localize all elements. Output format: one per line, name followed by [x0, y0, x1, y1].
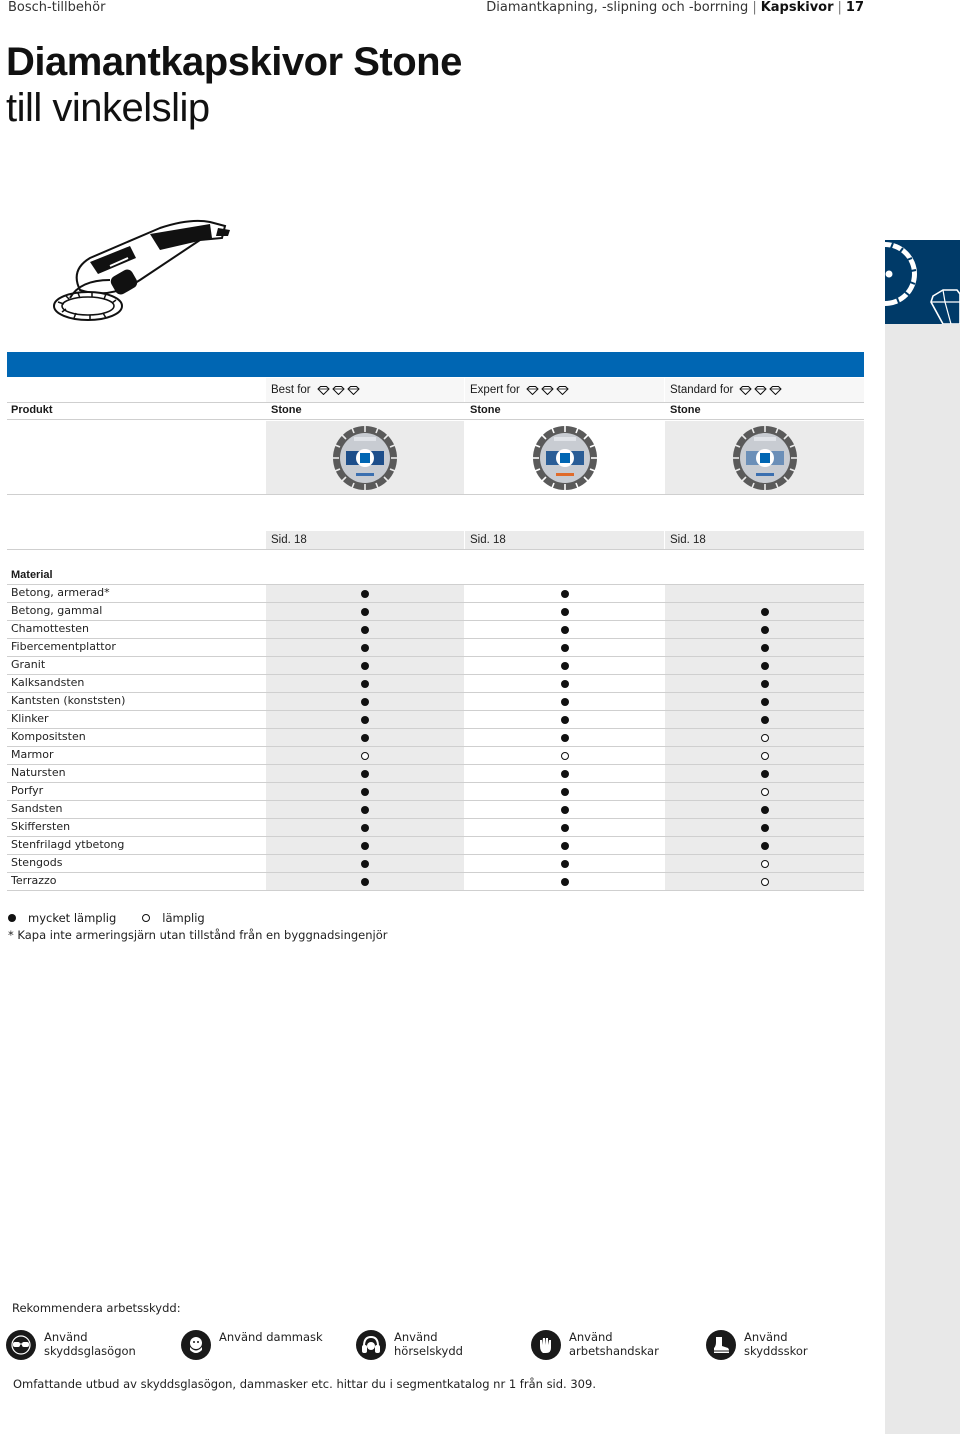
- diamond-icon: [347, 386, 360, 395]
- suitability-cell: [665, 675, 864, 692]
- material-name: Terrazzo: [11, 874, 57, 887]
- page-ref-standard[interactable]: Sid. 18: [665, 531, 864, 549]
- table-row: [7, 657, 864, 675]
- material-name: Kantsten (konststen): [11, 694, 126, 707]
- ring-dot-icon: [761, 878, 769, 886]
- page-title: Diamantkapskivor Stone: [6, 40, 462, 84]
- diamond-icon: [332, 386, 345, 395]
- safety-item-gloves: Använd arbetshandskar: [531, 1330, 679, 1360]
- suitability-cell: [266, 621, 464, 638]
- suitability-cell: [465, 747, 664, 764]
- filled-dot-icon: [561, 842, 569, 850]
- suitability-cell: [465, 693, 664, 710]
- product-row: [7, 402, 864, 420]
- ring-dot-icon: [142, 914, 150, 922]
- suitability-cell: [465, 621, 664, 638]
- filled-dot-icon: [361, 878, 369, 886]
- suitability-cell: [266, 765, 464, 782]
- filled-dot-icon: [361, 788, 369, 796]
- diamond-icon: [541, 386, 554, 395]
- ring-dot-icon: [361, 752, 369, 760]
- suitability-cell: [266, 855, 464, 872]
- suitability-cell: [465, 765, 664, 782]
- table-row: [7, 693, 864, 711]
- table-row: [7, 675, 864, 693]
- suitability-cell: [266, 693, 464, 710]
- suitability-cell: [266, 783, 464, 800]
- filled-dot-icon: [361, 806, 369, 814]
- product-name-best: Stone: [271, 404, 302, 416]
- suitability-cell: [266, 675, 464, 692]
- diamond-icon: [769, 386, 782, 395]
- ring-dot-icon: [561, 752, 569, 760]
- filled-dot-icon: [761, 770, 769, 778]
- filled-dot-icon: [361, 680, 369, 688]
- material-name: Marmor: [11, 748, 54, 761]
- suitability-cell: [665, 801, 864, 818]
- material-name: Porfyr: [11, 784, 44, 797]
- ear-protection-icon: [356, 1330, 386, 1360]
- tier-header-best: Best for: [266, 378, 464, 402]
- product-label: Produkt: [11, 404, 53, 416]
- table-row: [7, 585, 864, 603]
- suitability-cell: [665, 603, 864, 620]
- filled-dot-icon: [361, 608, 369, 616]
- suitability-cell: [665, 819, 864, 836]
- page-number: 17: [845, 0, 864, 15]
- filled-dot-icon: [561, 878, 569, 886]
- suitability-cell: [266, 837, 464, 854]
- page-ref-expert[interactable]: Sid. 18: [465, 531, 664, 549]
- suitability-cell: [266, 639, 464, 656]
- suitability-cell: [465, 675, 664, 692]
- filled-dot-icon: [361, 662, 369, 670]
- suitability-cell: [266, 729, 464, 746]
- diamond-rating-icons: [739, 386, 782, 395]
- table-row: [7, 711, 864, 729]
- suitability-cell: [465, 783, 664, 800]
- safety-heading: Rekommendera arbetsskydd:: [12, 1301, 181, 1315]
- table-row: [7, 819, 864, 837]
- material-name: Chamottesten: [11, 622, 90, 635]
- filled-dot-icon: [8, 914, 16, 922]
- safety-note: Omfattande utbud av skyddsglasögon, dammasker etc. hittar du i segmentkatalog nr 1 från sid. 309.: [13, 1377, 596, 1391]
- ring-dot-icon: [761, 734, 769, 742]
- dust-mask-icon: [181, 1330, 211, 1360]
- ring-dot-icon: [761, 788, 769, 796]
- suitability-cell: [665, 783, 864, 800]
- filled-dot-icon: [361, 626, 369, 634]
- suitability-cell: [266, 657, 464, 674]
- diamond-blade-image: [532, 425, 598, 491]
- table-row: [7, 747, 864, 765]
- suitability-cell: [266, 873, 464, 890]
- tier-header-standard: Standard for: [665, 378, 864, 402]
- product-name-standard: Stone: [670, 404, 701, 416]
- suitability-cell: [266, 747, 464, 764]
- legend-item-suitable: lämplig: [142, 911, 204, 925]
- table-row: [7, 855, 864, 873]
- table-row: [7, 801, 864, 819]
- diamond-icon: [754, 386, 767, 395]
- filled-dot-icon: [761, 698, 769, 706]
- filled-dot-icon: [561, 806, 569, 814]
- suitability-cell: [465, 801, 664, 818]
- material-name: Skiffersten: [11, 820, 71, 833]
- suitability-cell: [665, 621, 864, 638]
- filled-dot-icon: [761, 662, 769, 670]
- filled-dot-icon: [561, 860, 569, 868]
- product-image-best: [266, 421, 464, 494]
- table-row: [7, 729, 864, 747]
- diamond-icon: [317, 386, 330, 395]
- safety-boots-icon: [706, 1330, 736, 1360]
- diamond-blade-image: [732, 425, 798, 491]
- suitability-cell: [665, 639, 864, 656]
- filled-dot-icon: [561, 734, 569, 742]
- suitability-cell: [465, 711, 664, 728]
- product-image-standard: [665, 421, 864, 494]
- material-name: Stenfrilagd ytbetong: [11, 838, 125, 851]
- material-name: Sandsten: [11, 802, 63, 815]
- filled-dot-icon: [361, 734, 369, 742]
- material-name: Stengods: [11, 856, 63, 869]
- suitability-cell: [665, 765, 864, 782]
- suitability-cell: [665, 837, 864, 854]
- filled-dot-icon: [561, 662, 569, 670]
- brand-label: Bosch-tillbehör: [8, 0, 106, 15]
- suitability-cell: [665, 657, 864, 674]
- material-name: Kompositsten: [11, 730, 86, 743]
- diamond-blade-tab-icon: [885, 240, 960, 324]
- material-name: Betong, armerad*: [11, 586, 110, 599]
- material-name: Kalksandsten: [11, 676, 85, 689]
- filled-dot-icon: [761, 824, 769, 832]
- filled-dot-icon: [361, 842, 369, 850]
- suitability-cell: [266, 711, 464, 728]
- filled-dot-icon: [561, 716, 569, 724]
- suitability-cell: [465, 855, 664, 872]
- table-row: [7, 873, 864, 891]
- side-strip: [885, 240, 960, 1434]
- suitability-cell: [465, 837, 664, 854]
- section-tab: [885, 240, 960, 324]
- filled-dot-icon: [761, 608, 769, 616]
- filled-dot-icon: [361, 644, 369, 652]
- suitability-cell: [665, 747, 864, 764]
- suitability-cell: [465, 603, 664, 620]
- filled-dot-icon: [761, 842, 769, 850]
- filled-dot-icon: [361, 716, 369, 724]
- suitability-cell: [465, 873, 664, 890]
- suitability-cell: [465, 729, 664, 746]
- section-label: Diamantkapning, -slipning och -borrning: [486, 0, 749, 15]
- safety-item-mask: Använd dammask: [181, 1330, 329, 1360]
- diamond-icon: [526, 386, 539, 395]
- material-heading: Material: [11, 569, 53, 581]
- ring-dot-icon: [761, 860, 769, 868]
- safety-glasses-icon: [6, 1330, 36, 1360]
- gloves-icon: [531, 1330, 561, 1360]
- material-name: Granit: [11, 658, 46, 671]
- row-divider: [7, 549, 864, 550]
- filled-dot-icon: [561, 590, 569, 598]
- table-row: [7, 765, 864, 783]
- product-image-expert: [465, 421, 664, 494]
- suitability-cell: [465, 639, 664, 656]
- page-subtitle: till vinkelslip: [6, 86, 210, 130]
- table-row: [7, 837, 864, 855]
- running-header: Diamantkapning, -slipning och -borrning | Kapskivor | 17: [486, 0, 864, 15]
- material-name: Fibercementplattor: [11, 640, 116, 653]
- filled-dot-icon: [761, 716, 769, 724]
- page-ref-best[interactable]: Sid. 18: [266, 531, 464, 549]
- suitability-cell: [665, 729, 864, 746]
- diamond-icon: [556, 386, 569, 395]
- filled-dot-icon: [561, 770, 569, 778]
- diamond-rating-icons: [526, 386, 569, 395]
- filled-dot-icon: [561, 788, 569, 796]
- suitability-cell: [665, 693, 864, 710]
- table-header-bar: [7, 352, 864, 377]
- filled-dot-icon: [561, 698, 569, 706]
- material-name: Klinker: [11, 712, 49, 725]
- legend: [8, 911, 231, 925]
- diamond-blade-image: [332, 425, 398, 491]
- tier-header-expert: Expert for: [465, 378, 664, 402]
- filled-dot-icon: [561, 608, 569, 616]
- filled-dot-icon: [361, 824, 369, 832]
- suitability-cell: [465, 657, 664, 674]
- product-name-expert: Stone: [470, 404, 501, 416]
- filled-dot-icon: [361, 770, 369, 778]
- filled-dot-icon: [561, 680, 569, 688]
- material-name: Natursten: [11, 766, 66, 779]
- material-name: Betong, gammal: [11, 604, 103, 617]
- angle-grinder-illustration: [50, 210, 240, 330]
- table-row: [7, 783, 864, 801]
- filled-dot-icon: [361, 590, 369, 598]
- filled-dot-icon: [561, 824, 569, 832]
- diamond-rating-icons: [317, 386, 360, 395]
- filled-dot-icon: [761, 806, 769, 814]
- table-row: [7, 603, 864, 621]
- table-row: [7, 639, 864, 657]
- filled-dot-icon: [761, 680, 769, 688]
- suitability-cell: [266, 819, 464, 836]
- safety-item-ear: Använd hörselskydd: [356, 1330, 504, 1360]
- table-row: [7, 621, 864, 639]
- suitability-cell: [266, 585, 464, 602]
- filled-dot-icon: [761, 644, 769, 652]
- suitability-cell: [465, 819, 664, 836]
- suitability-cell: [665, 585, 864, 602]
- filled-dot-icon: [561, 626, 569, 634]
- suitability-cell: [266, 801, 464, 818]
- footnote: * Kapa inte armeringsjärn utan tillstånd från en byggnadsingenjör: [8, 928, 388, 942]
- safety-item-glasses: Använd skyddsglasögon: [6, 1330, 154, 1360]
- filled-dot-icon: [561, 644, 569, 652]
- suitability-cell: [465, 585, 664, 602]
- row-divider: [7, 494, 864, 495]
- filled-dot-icon: [761, 626, 769, 634]
- diamond-icon: [739, 386, 752, 395]
- suitability-cell: [665, 855, 864, 872]
- filled-dot-icon: [361, 860, 369, 868]
- suitability-cell: [266, 603, 464, 620]
- safety-item-boots: Använd skyddsskor: [706, 1330, 854, 1360]
- category-label: Kapskivor: [760, 0, 834, 15]
- ring-dot-icon: [761, 752, 769, 760]
- suitability-cell: [665, 873, 864, 890]
- suitability-cell: [665, 711, 864, 728]
- legend-item-very-suitable: mycket lämplig: [8, 911, 116, 925]
- filled-dot-icon: [361, 698, 369, 706]
